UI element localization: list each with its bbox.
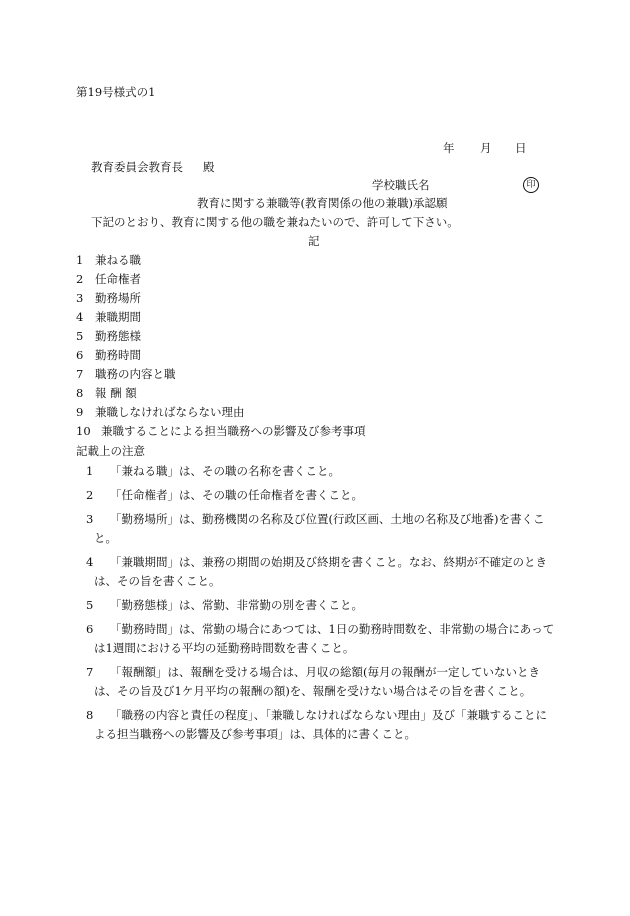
note-number: 6 bbox=[86, 622, 94, 636]
note-number: 2 bbox=[86, 488, 94, 502]
note-number: 4 bbox=[86, 555, 94, 569]
note-item bbox=[86, 462, 556, 481]
addressee bbox=[91, 160, 215, 174]
note-text: 「勤務時間」は、常勤の場合にあつては、1日の勤務時間数を、非常勤の場合にあっては1週間における平均の延勤務時間数を書くこと。 bbox=[94, 622, 555, 655]
notes-list bbox=[86, 462, 556, 749]
note-item bbox=[86, 706, 556, 744]
item-label: 兼職することによる担当職務への影響及び参考事項 bbox=[101, 424, 366, 438]
item-label: 任命権者 bbox=[95, 272, 141, 286]
note-number: 3 bbox=[86, 512, 94, 526]
item-label: 報 酬 額 bbox=[95, 386, 137, 400]
item-number: 10 bbox=[76, 424, 91, 438]
date-month-label: 月 bbox=[480, 141, 492, 155]
notes-heading: 記載上の注意 bbox=[76, 444, 145, 458]
item-label: 職務の内容と職 bbox=[95, 367, 176, 381]
note-text: 「勤務場所」は、勤務機関の名称及び位置(行政区画、土地の名称及び地番)を書くこと。 bbox=[94, 512, 545, 545]
date-year-label: 年 bbox=[443, 141, 455, 155]
item-number: 6 bbox=[76, 348, 84, 362]
intro-text: 下記のとおり、教育に関する他の職を兼ねたいので、許可して下さい。 bbox=[91, 215, 459, 229]
item-number: 4 bbox=[76, 310, 84, 324]
note-item bbox=[86, 620, 556, 658]
note-text: 「勤務態様」は、常勤、非常勤の別を書くこと。 bbox=[110, 598, 363, 612]
item-number: 5 bbox=[76, 329, 84, 343]
note-item bbox=[86, 510, 556, 548]
signer-label: 学校職氏名 bbox=[372, 178, 430, 192]
note-text: 「職務の内容と責任の程度」、「兼職しなければならない理由」及び「兼職することによる担当職務への影響及び参考事項」は、具体的に書くこと。 bbox=[94, 708, 547, 741]
note-number: 1 bbox=[86, 464, 94, 478]
item-number: 1 bbox=[76, 253, 84, 267]
note-item bbox=[86, 663, 556, 701]
note-text: 「兼ねる職」は、その職の名称を書くこと。 bbox=[110, 464, 340, 478]
item-number: 9 bbox=[76, 405, 84, 419]
date-day-label: 日 bbox=[515, 141, 527, 155]
item-label: 勤務場所 bbox=[95, 291, 141, 305]
note-text: 「報酬額」は、報酬を受ける場合は、月収の総額(毎月の報酬が一定していないときは、その旨及び1ケ月平均の報酬の額)を、報酬を受けない場合はその旨を書くこと。 bbox=[94, 665, 540, 698]
form-number: 第19号様式の1 bbox=[76, 85, 156, 99]
note-item bbox=[86, 486, 556, 505]
item-label: 兼職しなければならない理由 bbox=[95, 405, 245, 419]
item-label: 兼職期間 bbox=[95, 310, 141, 324]
note-item bbox=[86, 596, 556, 615]
seal-mark: 印 bbox=[523, 177, 539, 193]
item-number: 8 bbox=[76, 386, 84, 400]
note-text: 「兼職期間」は、兼務の期間の始期及び終期を書くこと。なお、終期が不確定のときは、その旨を書くこと。 bbox=[94, 555, 547, 588]
document-title: 教育に関する兼職等(教育関係の他の兼職)承認願 bbox=[197, 196, 448, 210]
note-item bbox=[86, 553, 556, 591]
item-label: 勤務時間 bbox=[95, 348, 141, 362]
addressee-name: 教育委員会教育長 bbox=[91, 160, 183, 174]
item-number: 7 bbox=[76, 367, 84, 381]
ki-heading: 記 bbox=[308, 234, 320, 248]
note-number: 7 bbox=[86, 665, 94, 679]
item-label: 勤務態様 bbox=[95, 329, 141, 343]
item-number: 2 bbox=[76, 272, 84, 286]
note-text: 「任命権者」は、その職の任命権者を書くこと。 bbox=[110, 488, 363, 502]
addressee-suffix: 殿 bbox=[203, 160, 215, 174]
note-number: 8 bbox=[86, 708, 94, 722]
item-label: 兼ねる職 bbox=[95, 253, 141, 267]
item-number: 3 bbox=[76, 291, 84, 305]
note-number: 5 bbox=[86, 598, 94, 612]
